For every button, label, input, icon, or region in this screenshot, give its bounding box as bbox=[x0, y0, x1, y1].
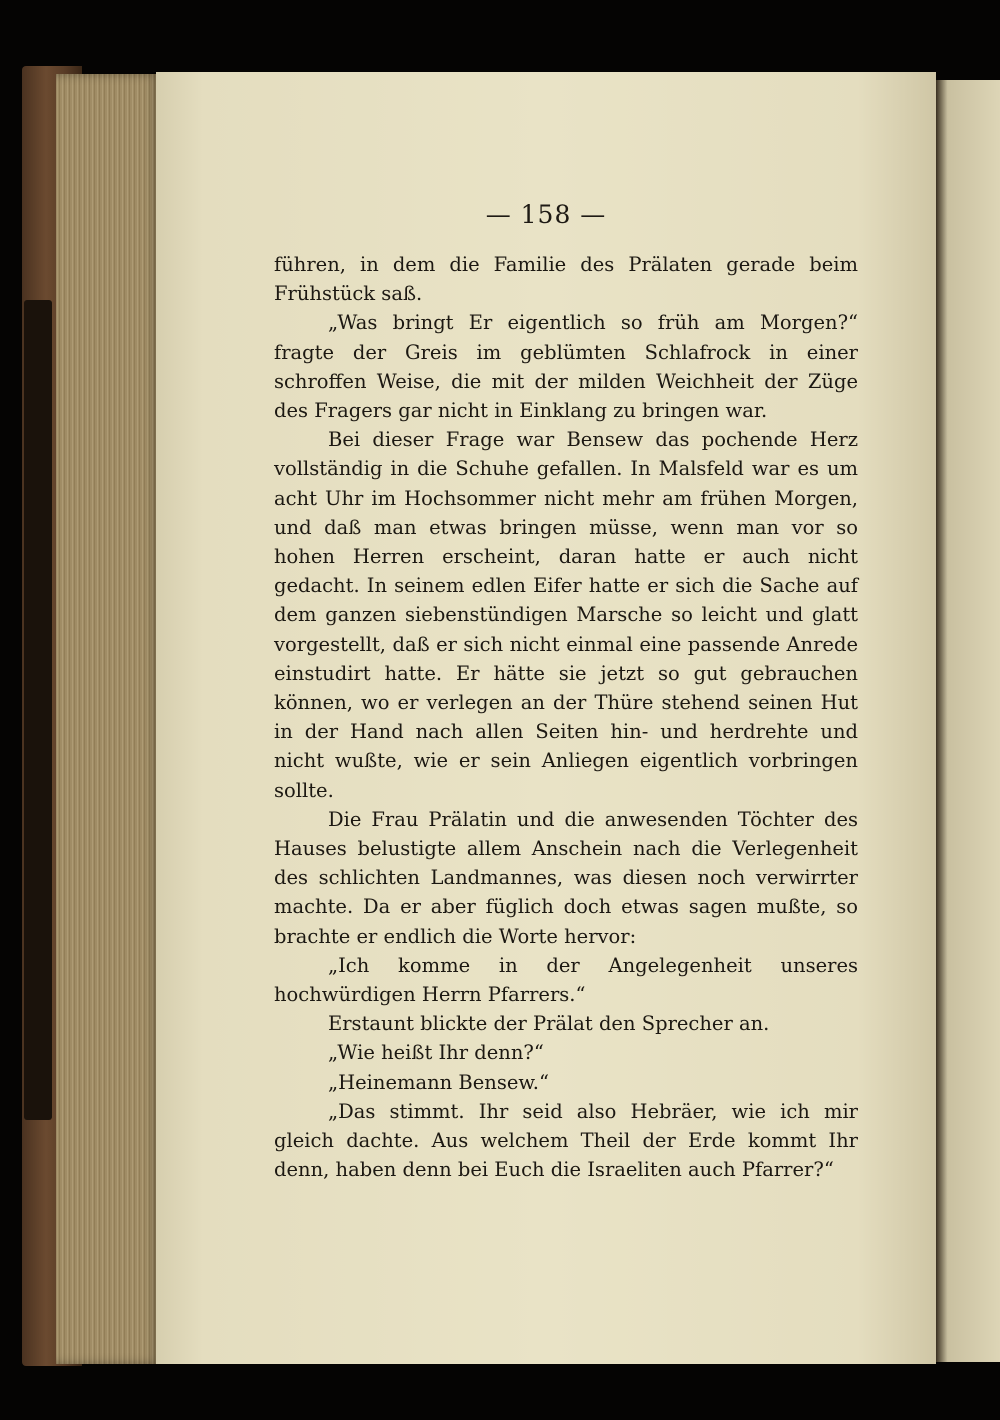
adjacent-page bbox=[936, 80, 1000, 1362]
paragraph: „Das stimmt. Ihr seid also Hebräer, wie ich mir gleich dachte. Aus welchem Theil der Erde kommt Ihr denn, haben denn bei Euch die Israeliten auch Pfarrer?“ bbox=[274, 1099, 858, 1182]
paragraph: „Ich komme in der Angelegenheit unseres hochwürdigen Herrn Pfarrers.“ bbox=[274, 953, 858, 1007]
book-cover-shadow bbox=[24, 300, 52, 1120]
paragraph: Erstaunt blickte der Prälat den Sprecher an. bbox=[328, 1012, 770, 1036]
paragraph: „Wie heißt Ihr denn?“ bbox=[328, 1041, 544, 1065]
paragraph: „Was bringt Er eigentlich so früh am Morgen?“ fragte der Greis im geblümten Schlafrock in einer schroffen Weise, die mit der milden Weichheit der Züge des Fragers gar nicht in Einklang zu bringen war. bbox=[274, 311, 858, 423]
paragraph: führen, in dem die Familie des Prälaten gerade beim Frühstück saß. bbox=[274, 253, 858, 306]
page-number: — 158 — bbox=[485, 200, 607, 229]
paragraph: Die Frau Prälatin und die anwesenden Töchter des Hauses belustigte allem Anschein nach die Verlegenheit des schlichten Landmannes, was diesen noch verwirrter machte. Da er aber füglich doch etwas sagen mußte, so brachte er endlich die Worte hervor: bbox=[274, 807, 858, 948]
page-text bbox=[274, 250, 858, 1185]
paragraph: „Heinemann Bensew.“ bbox=[328, 1070, 549, 1094]
paragraph: Bei dieser Frage war Bensew das pochende Herz vollständig in die Schuhe gefallen. In Malsfeld war es um acht Uhr im Hochsommer nicht mehr am frühen Morgen, und daß man etwas bringen müsse, wenn man vor so hohen Herren erscheint, daran hatte er auch nicht gedacht. In seinem edlen Eifer hatte er sich die Sache auf dem ganzen siebenstündigen Marsche so leicht und glatt vorgestellt, daß er sich nicht einmal eine passende Anrede einstudirt hatte. Er hätte sie jetzt so gut gebrauchen können, wo er verlegen an der Thüre stehend seinen Hut in der Hand nach allen Seiten hin- und herdrehte und nicht wußte, wie er sein Anliegen eigentlich vorbringen sollte. bbox=[274, 428, 858, 802]
page-edges bbox=[56, 74, 160, 1364]
